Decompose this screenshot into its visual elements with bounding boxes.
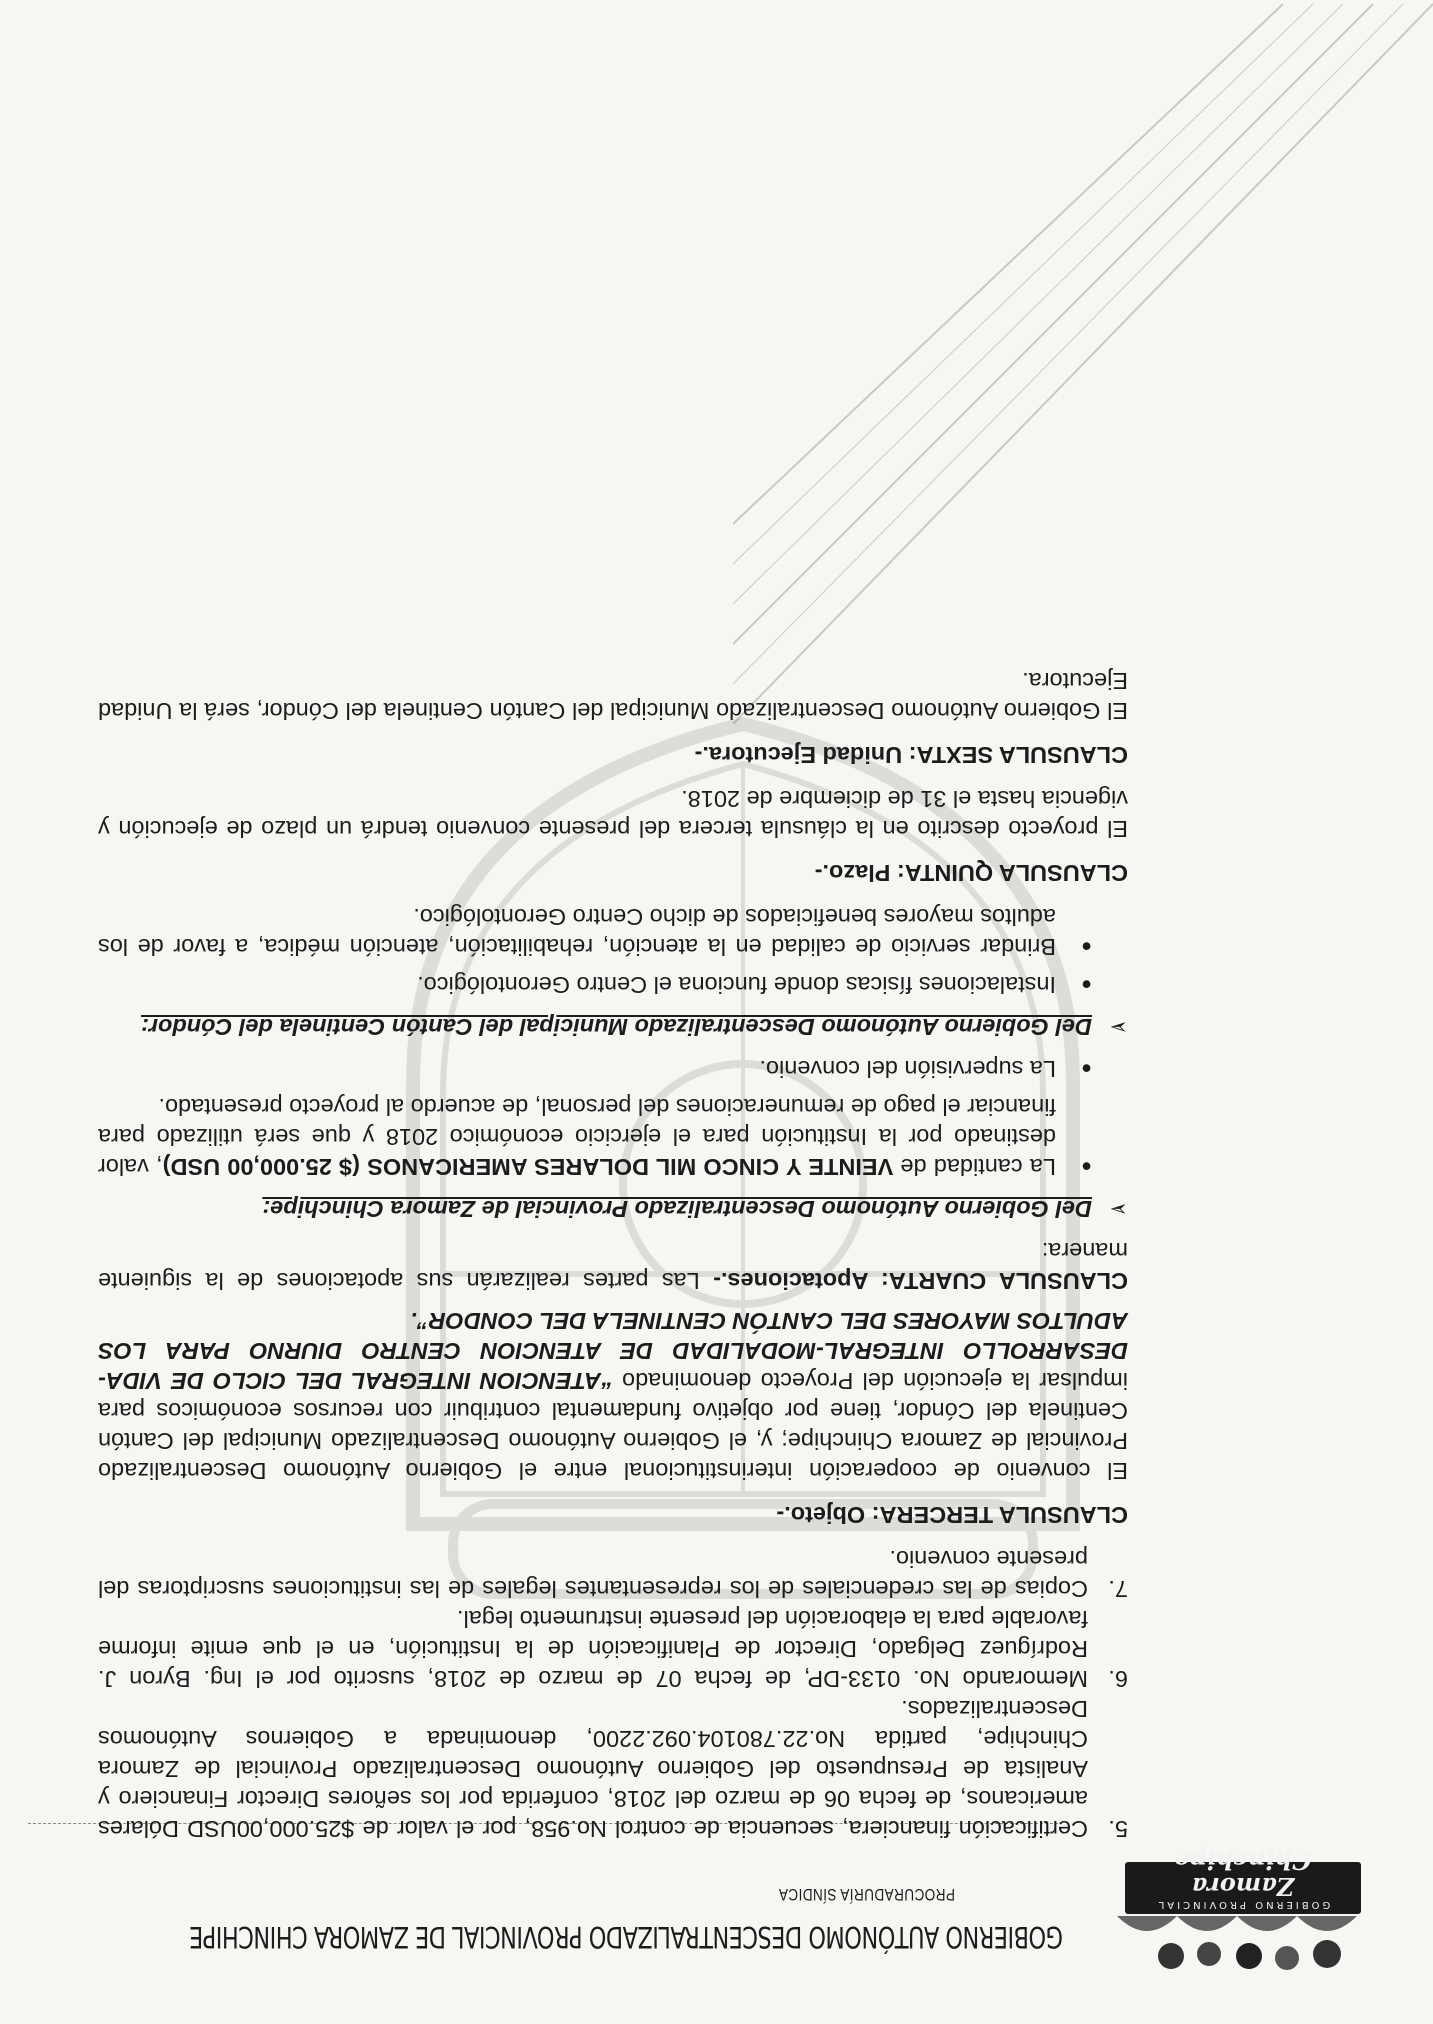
- bullet-text: Instalaciones físicas donde funciona el Centro Gerontológico.: [417, 972, 1056, 998]
- logo-banner: [1125, 1846, 1361, 1914]
- list-item-number: 5.: [1108, 1816, 1128, 1842]
- bullet-item: [98, 1054, 1092, 1084]
- document-body: [98, 656, 1128, 1844]
- bullet-text: Brindar servicio de calidad en la atención, rehabilitación, atención médica, a favor de los adultos mayores beneficiados de dicho Centro Gerontológico.: [98, 904, 1056, 960]
- list-item-text: Certificación financiera, secuencia de control No.958, por el valor de $25.000,00USD Dólares americanos, de fecha 06 de marzo del 2018, conferida por los señores Director Financiero y Analista de Presupuesto del Gobierno Autónomo Descentralizado Provincial de Zamora Chinchipe, partida No.22.780104.092.2200, denominada a Gobiernos Autónomos Descentralizados.: [98, 1696, 1088, 1842]
- people-illustration-icon: [1107, 1916, 1367, 1976]
- contribution-amount: VEINTE Y CINCO MIL DOLARES AMERICANOS ($ 25.000,00 USD): [162, 1154, 894, 1180]
- logo-main-text: Zamora Chinchipe: [1174, 1846, 1312, 1901]
- party-heading: [98, 1194, 1128, 1224]
- bullet-icon: ●: [1081, 975, 1092, 995]
- list-item-text: Copias de las credenciales de los representantes legales de las instituciones suscriptoras del presente convenio.: [98, 1546, 1088, 1602]
- clause-fifth-title: CLAUSULA QUINTA: Plazo.-: [814, 860, 1128, 886]
- list-item: [98, 1544, 1128, 1604]
- clause-sixth-title: CLAUSULA SEXTA: Unidad Ejecutora.-: [694, 742, 1128, 768]
- clause-third-title: CLAUSULA TERCERA: Objeto.-: [776, 1502, 1128, 1528]
- list-item: [98, 1604, 1128, 1694]
- office-name: PROCURADURÍA SÍNDICA: [778, 1885, 955, 1904]
- arrow-bullet-icon: ➢: [1109, 1015, 1128, 1040]
- bullet-icon: ●: [1081, 1059, 1092, 1079]
- list-item-number: 7.: [1108, 1576, 1128, 1602]
- contribution-intro: La cantidad de: [900, 1154, 1056, 1180]
- contribution-detail: , valor destinado por la Institución para el ejercicio económico 2018 y que será utilizado para financiar el pago de remuneraciones del personal, de acuerdo al proyecto presentado.: [97, 1094, 1056, 1180]
- list-item: [98, 1694, 1128, 1844]
- clause-third-text: [98, 1306, 1128, 1486]
- scan-streaks-decoration: [733, 0, 1433, 724]
- bullet-text: [98, 1092, 1056, 1182]
- bullet-icon: ●: [1081, 1157, 1092, 1177]
- bullet-item: [98, 1092, 1092, 1182]
- project-name: “ATENCION INTEGRAL DEL CICLO DE VIDA-DESARROLLO INTEGRAL-MODALIDAD DE ATENCION CENTRO DIURNO PARA LOS ADULTOS MAYORES DEL CANTÓN CENTINELA DEL CONDOR”.: [97, 1308, 1128, 1394]
- clause-fourth-title: CLAUSULA CUARTA: Apotaciones.-: [713, 1268, 1128, 1294]
- bullet-item: [98, 902, 1092, 962]
- bullet-text: La supervisión del convenio.: [759, 1056, 1056, 1082]
- bullet-item: [98, 970, 1092, 1000]
- clause-fourth-paragraph: [98, 1236, 1128, 1296]
- clause-fifth-text: El proyecto descrito en la cláusula tercera del presente convenio tendrá un plazo de ejecución y vigencia hasta el 31 de diciembre de 2018.: [98, 786, 1128, 842]
- organization-title: GOBIERNO AUTÓNOMO DESCENTRALIZADO PROVINCIAL DE ZAMORA CHINCHIPE: [189, 1920, 1063, 1954]
- document-header: [53, 1834, 1373, 1984]
- list-item-text: Memorando No. 0133-DP, de fecha 07 de marzo de 2018, suscrito por el Ing. Byron J. Rodríguez Delgado, Director de Planificación de la Institución, en el que emite informe favorable para la elaboración del presente instrumento legal.: [98, 1606, 1088, 1692]
- clause-sixth-text: El Gobierno Autónomo Descentralizado Municipal del Cantón Centinela del Cóndor, será la Unidad Ejecutora.: [98, 668, 1128, 724]
- party-municipal-heading: Del Gobierno Autónomo Descentralizado Municipal del Cantón Centinela del Cóndor:: [141, 1014, 1092, 1040]
- party-heading: [98, 1012, 1128, 1042]
- arrow-bullet-icon: ➢: [1109, 1197, 1128, 1222]
- clause-third-body: El convenio de cooperación interinstitucional entre el Gobierno Autónomo Descentralizado Provincial de Zamora Chinchipe; y, el Gobierno Autónomo Descentralizado Municipal del Cantón Centinela del Cóndor, tiene por objetivo fundamental contribuir con recursos económicos para impulsar la ejecución del Proyecto denominado: [98, 1368, 1128, 1484]
- list-item-number: 6.: [1108, 1666, 1128, 1692]
- party-provincial-heading: Del Gobierno Autónomo Descentralizado Provincial de Zamora Chinchipe:: [262, 1196, 1092, 1222]
- bullet-icon: ●: [1081, 937, 1092, 957]
- logo-top-text: GOBIERNO PROVINCIAL: [1155, 1899, 1331, 1910]
- clause-fourth-text: Las partes realizarán sus apotaciones de la siguiente manera:: [98, 1238, 1128, 1294]
- institution-logo: [1103, 1846, 1373, 1976]
